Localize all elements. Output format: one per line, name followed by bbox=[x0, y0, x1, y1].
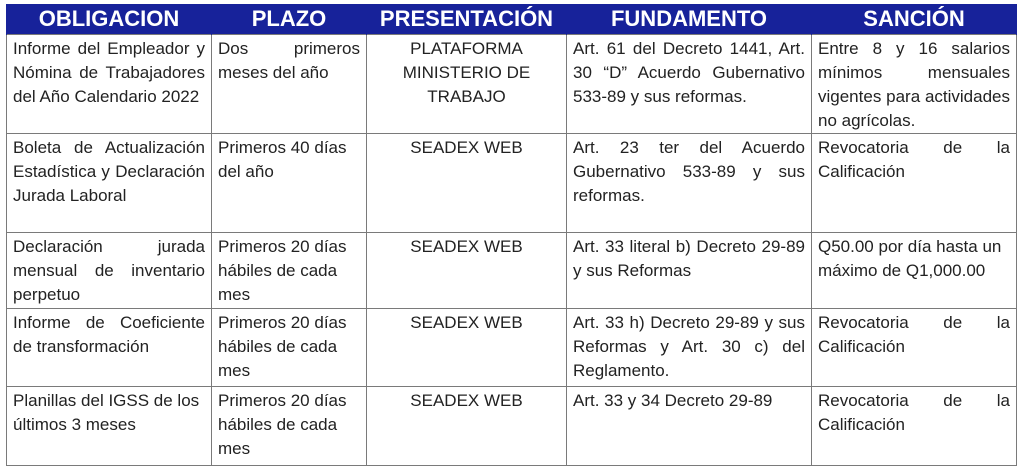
cell-sancion: Revocatoria de la Calificación bbox=[812, 134, 1017, 233]
cell-obligacion: Informe de Coeficiente de transformación bbox=[7, 309, 212, 387]
cell-plazo: Primeros 20 días hábiles de cada mes bbox=[212, 387, 367, 466]
header-row bbox=[7, 4, 1017, 35]
cell-fundamento: Art. 33 literal b) Decreto 29-89 y sus Reformas bbox=[567, 233, 812, 309]
cell-plazo: Primeros 20 días hábiles de cada mes bbox=[212, 309, 367, 387]
cell-presentacion: PLATAFORMA MINISTERIO DE TRABAJO bbox=[367, 35, 567, 134]
cell-sancion: Revocatoria de la Calificación bbox=[812, 309, 1017, 387]
table-row bbox=[7, 387, 1017, 466]
obligations-table bbox=[6, 4, 1017, 466]
cell-plazo: Dos primeros meses del año bbox=[212, 35, 367, 134]
cell-fundamento: Art. 33 h) Decreto 29-89 y sus Reformas y Art. 30 c) del Reglamento. bbox=[567, 309, 812, 387]
cell-presentacion: SEADEX WEB bbox=[367, 233, 567, 309]
header-sancion: SANCIÓN bbox=[812, 4, 1017, 35]
cell-sancion: Revocatoria de la Calificación bbox=[812, 387, 1017, 466]
cell-obligacion: Declaración jurada mensual de inventario perpetuo bbox=[7, 233, 212, 309]
cell-sancion: Entre 8 y 16 salarios mínimos mensuales vigentes para actividades no agrícolas. bbox=[812, 35, 1017, 134]
cell-fundamento: Art. 33 y 34 Decreto 29-89 bbox=[567, 387, 812, 466]
table-row bbox=[7, 134, 1017, 233]
cell-presentacion: SEADEX WEB bbox=[367, 387, 567, 466]
cell-obligacion: Informe del Empleador y Nómina de Trabajadores del Año Calendario 2022 bbox=[7, 35, 212, 134]
cell-plazo: Primeros 40 días del año bbox=[212, 134, 367, 233]
cell-obligacion: Boleta de Actualización Estadística y Declaración Jurada Laboral bbox=[7, 134, 212, 233]
cell-obligacion: Planillas del IGSS de los últimos 3 meses bbox=[7, 387, 212, 466]
header-presentacion: PRESENTACIÓN bbox=[367, 4, 567, 35]
cell-fundamento: Art. 61 del Decreto 1441, Art. 30 “D” Acuerdo Gubernativo 533-89 y sus reformas. bbox=[567, 35, 812, 134]
header-fundamento: FUNDAMENTO bbox=[567, 4, 812, 35]
table-row bbox=[7, 233, 1017, 309]
cell-plazo: Primeros 20 días hábiles de cada mes bbox=[212, 233, 367, 309]
table-row bbox=[7, 309, 1017, 387]
cell-sancion: Q50.00 por día hasta un máximo de Q1,000.00 bbox=[812, 233, 1017, 309]
cell-presentacion: SEADEX WEB bbox=[367, 134, 567, 233]
header-plazo: PLAZO bbox=[212, 4, 367, 35]
cell-fundamento: Art. 23 ter del Acuerdo Gubernativo 533-89 y sus reformas. bbox=[567, 134, 812, 233]
table-row bbox=[7, 35, 1017, 134]
cell-presentacion: SEADEX WEB bbox=[367, 309, 567, 387]
header-obligacion: OBLIGACION bbox=[7, 4, 212, 35]
